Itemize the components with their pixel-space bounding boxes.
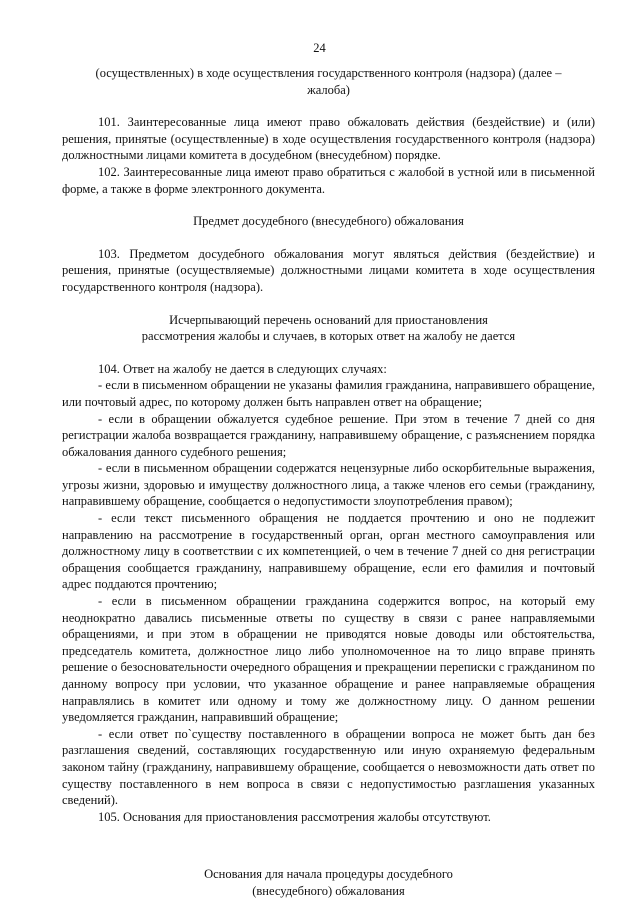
paragraph-103: 103. Предметом досудебного обжалования могут являться действия (бездействие) и решения, принятые (осуществляемые) должностными лицами комитета в ходе осуществления государственного контроля (надзора). <box>62 246 595 294</box>
paragraph-102: 102. Заинтересованные лица имеют право обратиться с жалобой в устной или в письменной форме, а также в форме электронного документа. <box>62 164 595 196</box>
list-item: - если в обращении обжалуется судебное решение. При этом в течение 7 дней со дня регистрации жалоба возвращается гражданину, направившему обращение, с разъяснением порядка обжалования данного судебного решения; <box>62 411 595 459</box>
paragraph-105: 105. Основания для приостановления рассмотрения жалобы отсутствуют. <box>98 809 491 824</box>
paragraph-104-lead: 104. Ответ на жалобу не дается в следующих случаях: <box>98 361 387 376</box>
list-item: - если текст письменного обращения не поддается прочтению и оно не подлежит направлению на рассмотрение в государственный орган, орган местного самоуправления или должностному лицу в соответствии с их компетенцией, о чем в течение 7 дней со дня регистрации обращения сообщается гражданину, направившему обращение, если его фамилия и почтовый адрес поддаются прочтению; <box>62 511 595 592</box>
intro-line-2: жалоба) <box>307 82 350 97</box>
heading-start-line-2: (внесудебного) обжалования <box>252 883 405 898</box>
list-item: - если ответ по`существу поставленного в обращении вопроса не может быть дан без разглашения сведений, составляющих государственную или иную охраняемую федеральным законом тайну (гражданину, направившему обращение, сообщается о невозможности дать ответ по существу поставленного в нем вопроса в связи с недопустимостью разглашения указанных сведений). <box>62 726 595 808</box>
heading-grounds-line-1: Исчерпывающий перечень оснований для приостановления <box>169 312 488 327</box>
document-body <box>62 65 595 900</box>
heading-grounds-line-2: рассмотрения жалобы и случаев, в которых ответ на жалобу не дается <box>141 329 516 344</box>
intro-line-1: (осуществленных) в ходе осуществления государственного контроля (надзора) (далее – <box>95 66 562 80</box>
heading-start-line-1: Основания для начала процедуры досудебного <box>204 867 453 882</box>
heading-appeal-subject: Предмет досудебного (внесудебного) обжалования <box>193 214 464 229</box>
page-number: 24 <box>313 41 326 55</box>
list-item: - если в письменном обращении гражданина содержится вопрос, на который ему неоднократно давались письменные ответы по существу в связи с ранее направляемыми обращениями, и при этом в обращении не приводятся новые доводы или обстоятельства, председатель комитета, должностное лицо либо уполномоченное на то лицо вправе принять решение о безосновательности очередного обращения и прекращении переписки с гражданином по данному вопросу при условии, что указанное обращение и ранее направляемые обращения направлялись в комитет или одному и тому же должностному лицу. О данном решении уведомляется гражданин, направивший обращение; <box>62 594 595 725</box>
list-item: - если в письменном обращении содержатся нецензурные либо оскорбительные выражения, угрозы жизни, здоровью и имуществу должностного лица, а также членов его семьи (гражданину, направившему обращение, сообщается о недопустимости злоупотребления правом); <box>62 461 595 509</box>
paragraph-101: 101. Заинтересованные лица имеют право обжаловать действия (бездействие) и (или) решения, принятые (осуществленные) в ходе осуществления государственного контроля (надзора) должностными лицами комитета в досудебном (внесудебном) порядке. <box>62 115 595 163</box>
list-item: - если в письменном обращении не указаны фамилия гражданина, направившего обращение, или почтовый адрес, по которому должен быть направлен ответ на обращение; <box>62 378 595 409</box>
